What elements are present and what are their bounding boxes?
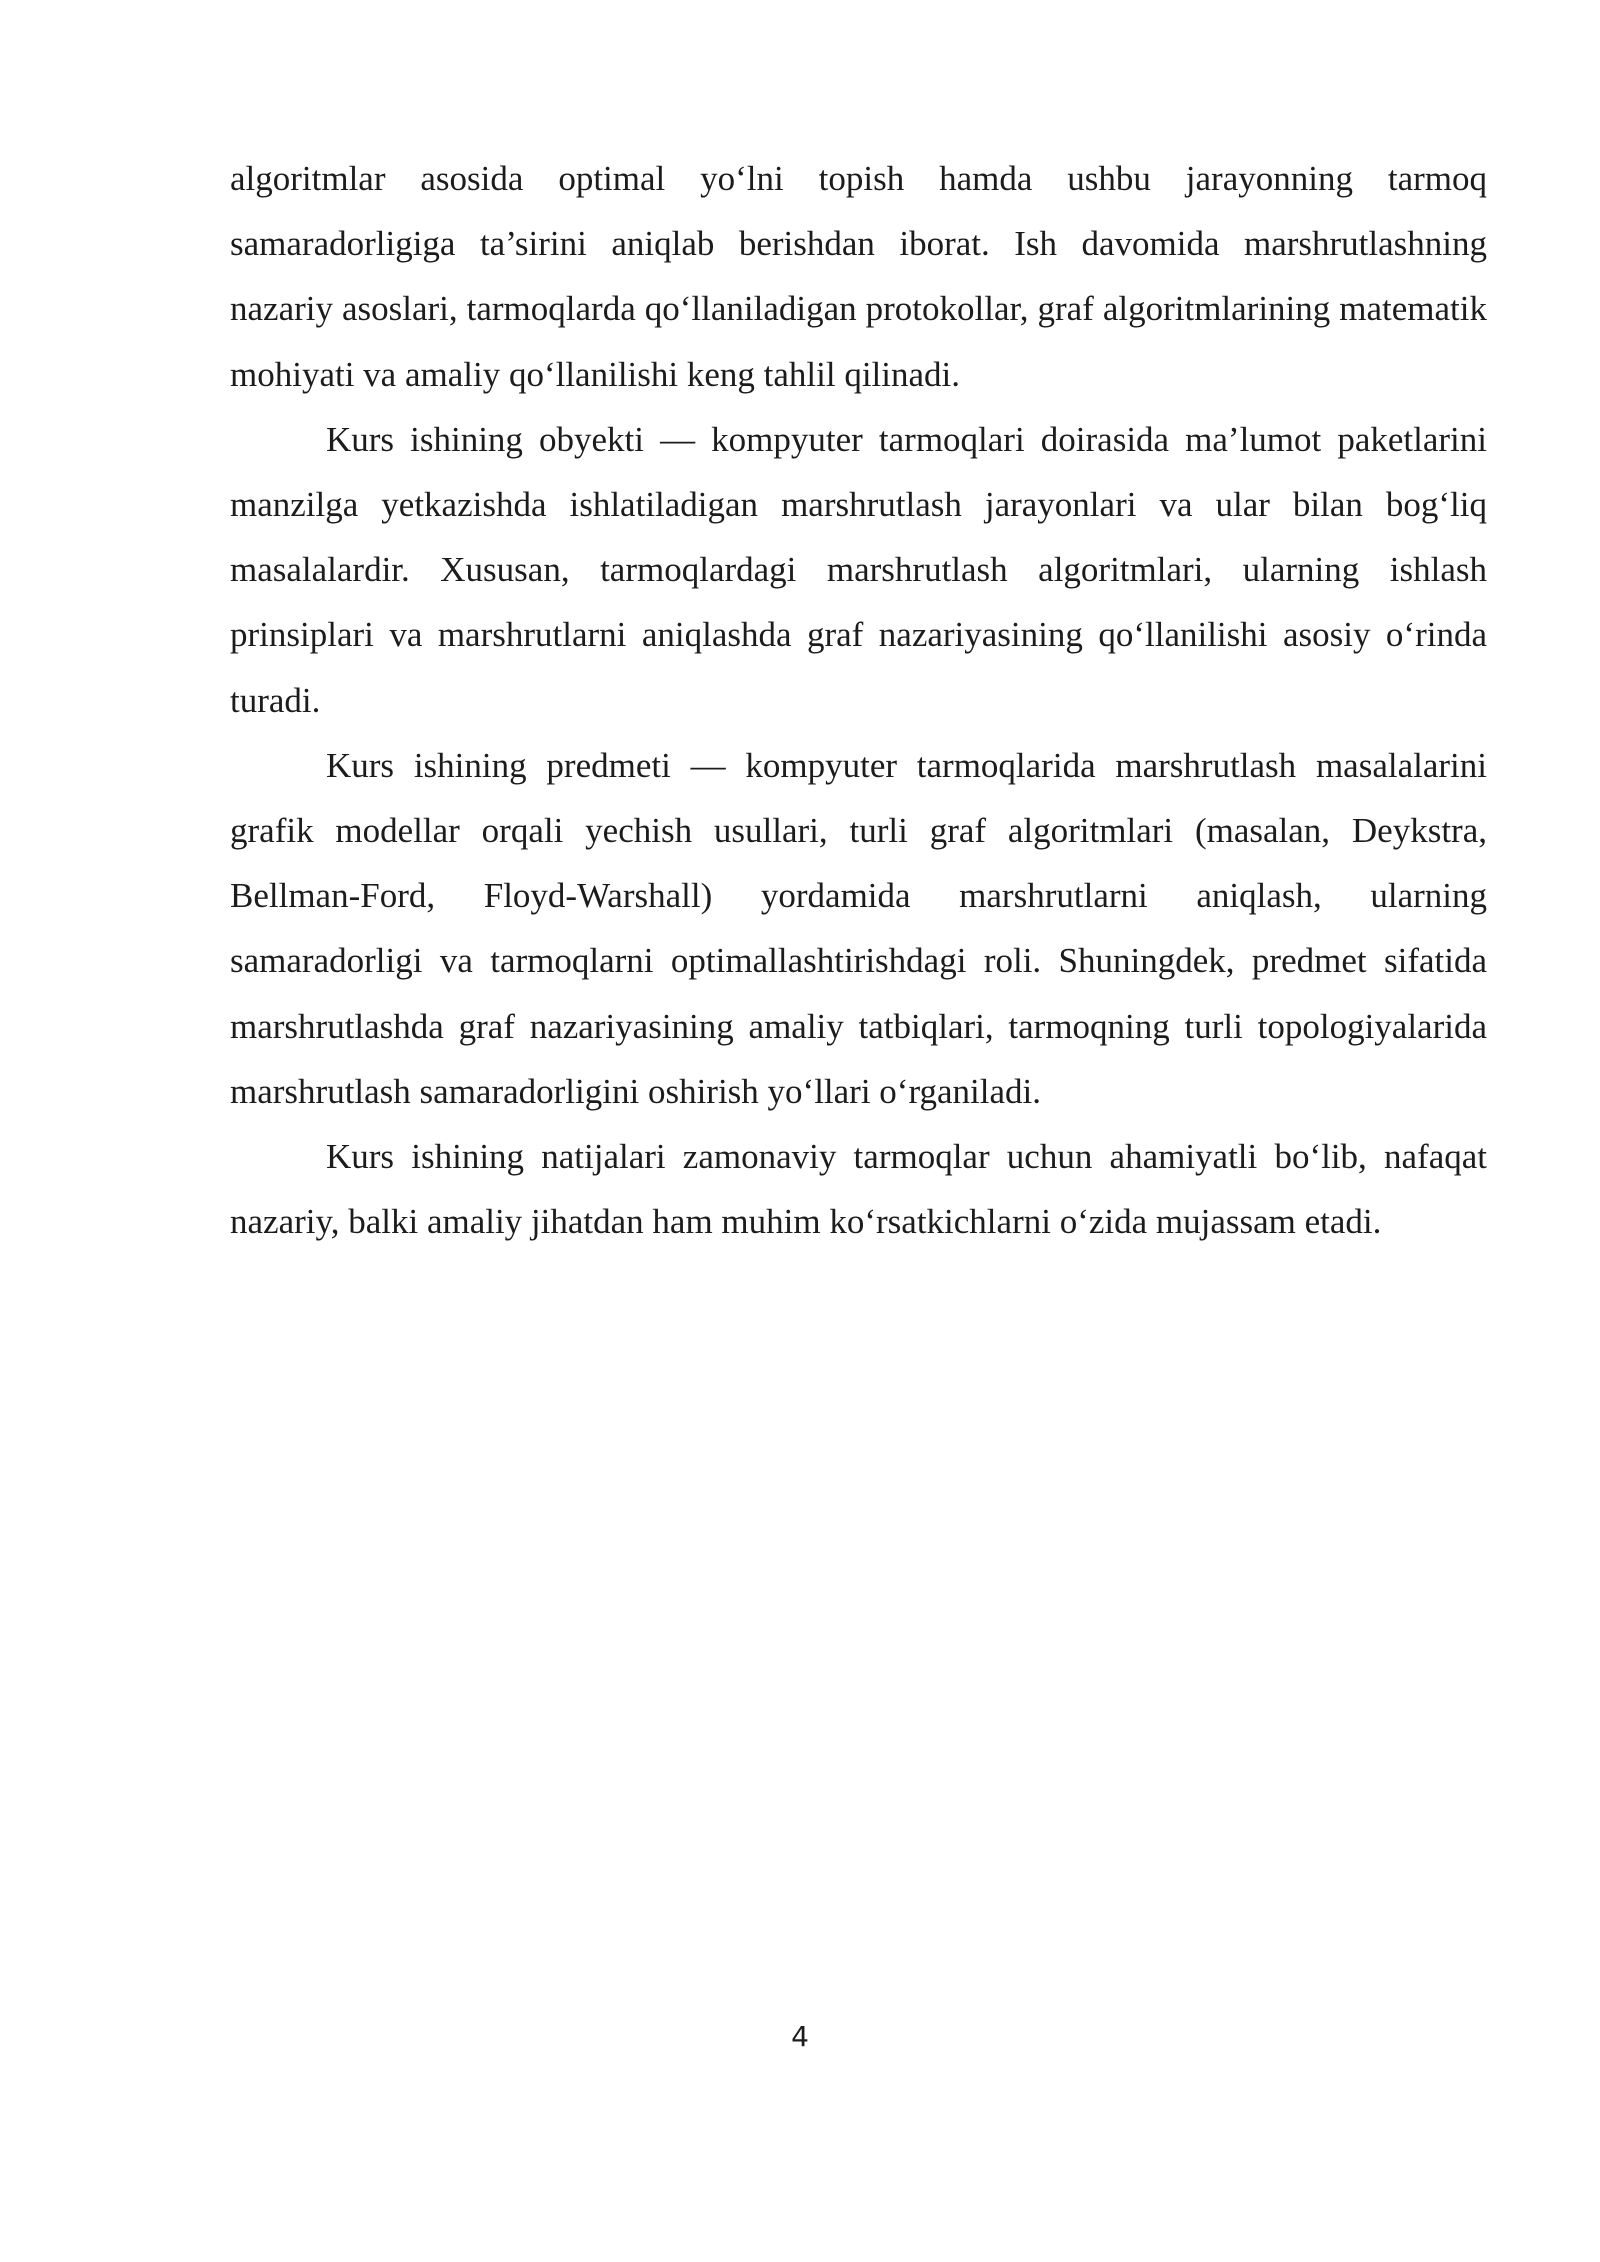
paragraph-continuation: algoritmlar asosida optimal yo‘lni topish hamda ushbu jarayonning tarmoq samaradorligiga ta’sirini aniqlab berishdan iborat. Ish davomida marshrutlashning nazariy asoslari, tarmoqlarda qo‘llaniladigan protokollar, graf algoritmlarining matematik mohiyati va amaliy qo‘llanilishi keng tahlil qilinadi. — [230, 159, 1487, 394]
paragraph-results: Kurs ishining natijalari zamonaviy tarmoqlar uchun ahamiyatli bo‘lib, nafaqat nazariy, balki amaliy jihatdan ham muhim ko‘rsatkichlarni o‘zida mujassam etadi. — [230, 1137, 1487, 1242]
body-text — [230, 146, 1487, 1254]
paragraph-subject: Kurs ishining predmeti — kompyuter tarmoqlarida marshrutlash masalalarini grafik modellar orqali yechish usullari, turli graf algoritmlari (masalan, Deykstra, Bellman-Ford, Floyd-Warshall) yordamida marshrutlarni aniqlash, ularning samaradorligi va tarmoqlarni optimallashtirishdagi roli. Shuningdek, predmet sifatida marshrutlashda graf nazariyasining amaliy tatbiqlari, tarmoqning turli topologiyalarida marshrutlash samaradorligini oshirish yo‘llari o‘rganiladi. — [230, 745, 1487, 1111]
page-number: 4 — [791, 2020, 809, 2053]
paragraph-object: Kurs ishining obyekti — kompyuter tarmoqlari doirasida ma’lumot paketlarini manzilga yetkazishda ishlatiladigan marshrutlash jarayonlari va ular bilan bog‘liq masalalardir. Xususan, tarmoqlardagi marshrutlash algoritmlari, ularning ishlash prinsiplari va marshrutlarni aniqlashda graf nazariyasining qo‘llanilishi asosiy o‘rinda turadi. — [230, 419, 1487, 720]
